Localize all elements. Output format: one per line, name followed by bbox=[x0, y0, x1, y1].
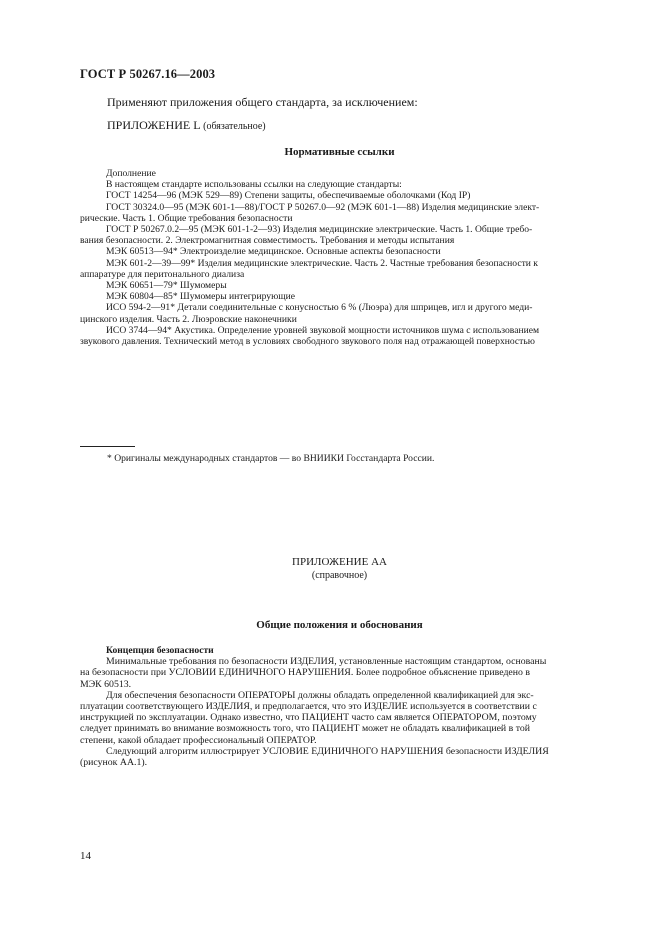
reference-line: МЭК 60651—79* Шумомеры bbox=[106, 280, 227, 292]
annex-l-label: ПРИЛОЖЕНИЕ L bbox=[107, 118, 201, 132]
normative-refs-list bbox=[80, 168, 614, 347]
concept-line: Для обеспечения безопасности ОПЕРАТОРЫ должны обладать определенной квалификацией для экс- bbox=[106, 689, 534, 701]
reference-line: аппаратуре для перитонального диализа bbox=[80, 268, 245, 280]
annex-l-status: (обязательное) bbox=[203, 121, 266, 132]
reference-line: МЭК 601-2—39—99* Изделия медицинские электрические. Часть 2. Частные требования безопасности к bbox=[106, 257, 538, 269]
reference-line: МЭК 60804—85* Шумомеры интегрирующие bbox=[106, 291, 296, 303]
reference-line: ГОСТ 14254—96 (МЭК 529—89) Степени защиты, обеспечиваемые оболочками (Код IP) bbox=[106, 190, 471, 202]
concept-line: (рисунок АА.1). bbox=[80, 757, 148, 769]
reference-line: ИСО 3744—94* Акустика. Определение уровней звуковой мощности источников шума с использованием bbox=[106, 324, 540, 336]
annex-aa-title: Общие положения и обоснования bbox=[256, 619, 423, 631]
annex-aa-status: (справочное) bbox=[311, 570, 368, 581]
reference-line: В настоящем стандарте использованы ссылки на следующие стандарты: bbox=[106, 179, 402, 191]
concept-line: на безопасности при УСЛОВИИ ЕДИНИЧНОГО НАРУШЕНИЯ. Более подробное объяснение приведено в bbox=[80, 667, 530, 679]
footnote: * Оригиналы международных стандартов — во ВНИИКИ Госстандарта России. bbox=[107, 453, 435, 464]
concept-line: Минимальные требования по безопасности ИЗДЕЛИЯ, установленные настоящим стандартом, основаны bbox=[106, 656, 547, 668]
safety-concept-section bbox=[80, 645, 614, 768]
normative-refs-title: Нормативные ссылки bbox=[284, 146, 395, 158]
reference-line: рические. Часть 1. Общие требования безопасности bbox=[80, 212, 293, 224]
document-code: ГОСТ Р 50267.16—2003 bbox=[80, 67, 216, 81]
reference-line: вания безопасности. 2. Электромагнитная совместимость. Требования и методы испытания bbox=[80, 235, 455, 247]
safety-concept-heading: Концепция безопасности bbox=[106, 645, 214, 656]
reference-line: МЭК 60513—94* Электроизделие медицинское. Основные аспекты безопасности bbox=[106, 246, 441, 258]
concept-line: степени, какой обладает профессиональный ОПЕРАТОР. bbox=[80, 734, 317, 746]
page-number: 14 bbox=[80, 850, 91, 862]
reference-line: ИСО 594-2—91* Детали соединительные с конусностью 6 % (Люэра) для шприцев, игл и другого меди- bbox=[106, 302, 533, 314]
reference-line: цинского изделия. Часть 2. Люэровские наконечники bbox=[80, 313, 297, 325]
reference-line: ГОСТ Р 50267.0.2—95 (МЭК 601-1-2—93) Изделия медицинские электрические. Часть 1. Общие требо- bbox=[106, 224, 533, 236]
annex-l-line bbox=[107, 118, 266, 133]
concept-line: МЭК 60513. bbox=[80, 678, 132, 690]
reference-line: Дополнение bbox=[106, 168, 156, 179]
concept-line: плуатации соответствующего ИЗДЕЛИЯ, и предполагается, что это ИЗДЕЛИЕ используется в соответствии с bbox=[80, 701, 537, 713]
reference-line: звукового давления. Технический метод в условиях свободного звукового поля над отражающей поверхностью bbox=[80, 336, 535, 348]
reference-line: ГОСТ 30324.0—95 (МЭК 601-1—88)/ГОСТ Р 50267.0—92 (МЭК 601-1—88) Изделия медицинские элект- bbox=[106, 201, 540, 213]
footnote-divider bbox=[80, 446, 135, 447]
intro-text: Применяют приложения общего стандарта, за исключением: bbox=[107, 95, 418, 109]
concept-line: инструкцией по эксплуатации. Однако известно, что ПАЦИЕНТ часто сам является ОПЕРАТОРОМ, поэтому bbox=[80, 712, 537, 724]
annex-aa-label: ПРИЛОЖЕНИЕ АА bbox=[292, 556, 387, 568]
concept-line: Следующий алгоритм иллюстрирует УСЛОВИЕ ЕДИНИЧНОГО НАРУШЕНИЯ безопасности ИЗДЕЛИЯ bbox=[106, 745, 549, 757]
concept-line: следует принимать во внимание возможность того, что ПАЦИЕНТ может не обладать квалификацией в той bbox=[80, 723, 530, 735]
